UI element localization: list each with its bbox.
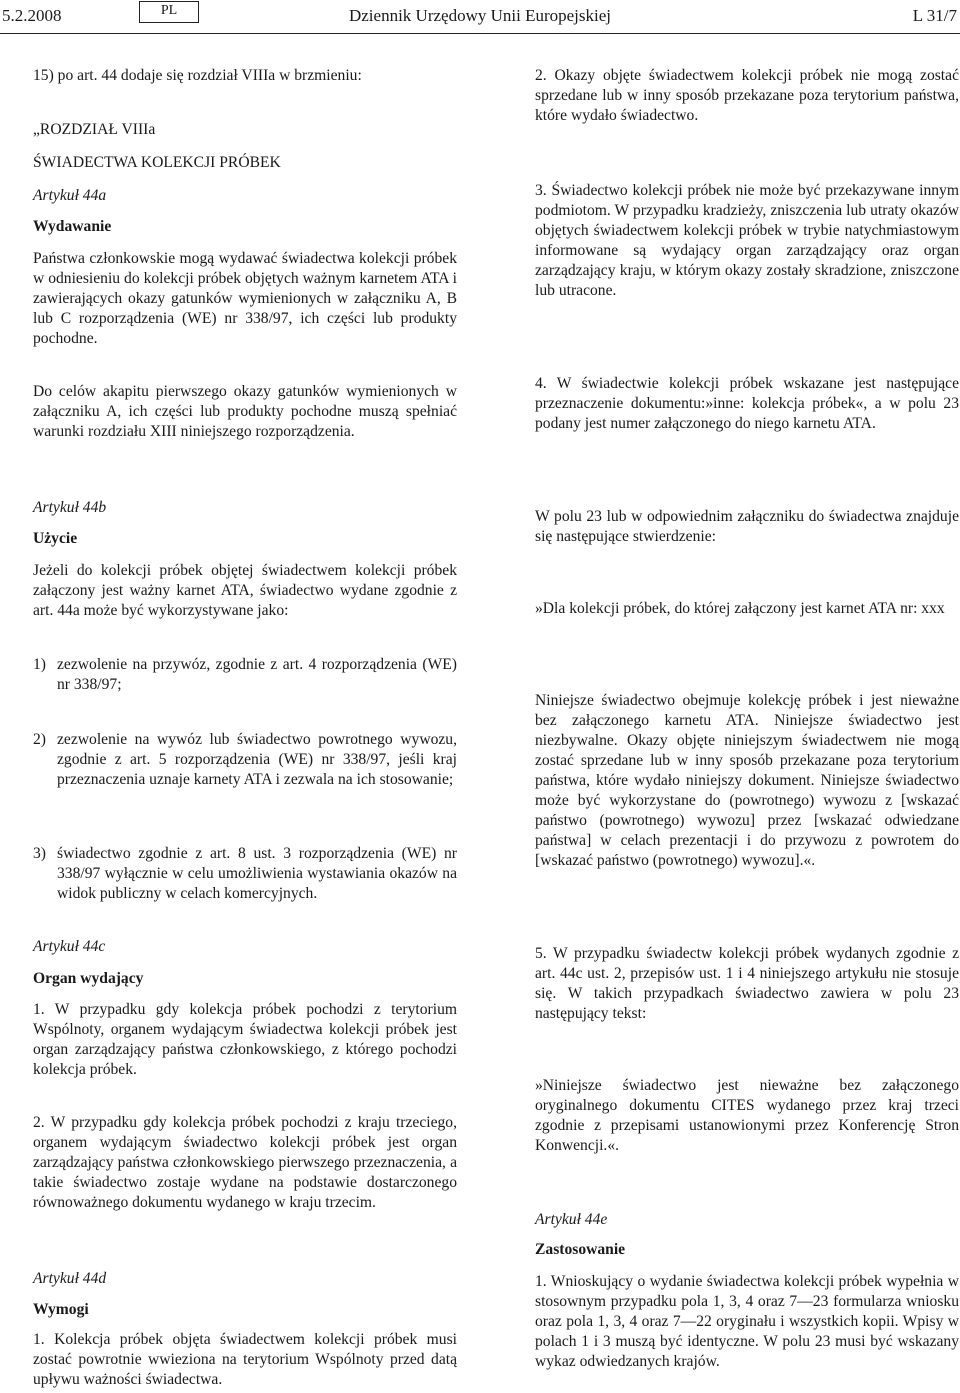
article-44b-paragraph-1: Jeżeli do kolekcji próbek objętej świadectwem kolekcji próbek załączony jest ważny karnet ATA, świadectwo wydane zgodnie z art. 44a może być wykorzystywane jako: — [33, 562, 457, 619]
article-44c-title: Organ wydający — [33, 970, 144, 987]
list-item: 3) świadectwo zgodnie z art. 8 ust. 3 rozporządzenia (WE) nr 338/97 wyłącznie w celu umożliwienia wystawiania okazów na widok publiczny w celach komercyjnych. — [33, 845, 457, 902]
language-badge: PL — [139, 1, 199, 23]
publication-date: 5.2.2008 — [2, 6, 62, 25]
article-44d-paragraph-5: 5. W przypadku świadectw kolekcji próbek wydanych zgodnie z art. 44c ust. 2, przepisów ust. 1 i 4 niniejszego artykułu nie stosuje się. W takich przypadkach świadectwo zawiera w polu 23 następujący tekst: — [535, 945, 959, 1022]
chapter-heading: „ROZDZIAŁ VIIIa — [33, 121, 156, 138]
article-44a-paragraph-1: Państwa członkowskie mogą wydawać świadectwa kolekcji próbek w odniesieniu do kolekcji próbek objętych ważnym karnetem ATA i zawierających okazy gatunków wymienionych w załączniku A, B lub C rozporządzenia (WE) nr 338/97, ich części lub produkty pochodne. — [33, 250, 457, 347]
header-rule — [0, 33, 960, 34]
certificate-statement: Niniejsze świadectwo obejmuje kolekcję próbek i jest nieważne bez załączonego karnetu ATA. Niniejsze świadectwo jest niezbywalne. Okazy objęte niniejszym świadectwem nie mogą zostać sprzedane lub w inny sposób przekazane poza terytorium państwa, które wydało niniejszy dokument. Niniejsze świadectwo może być wykorzystane do (powrotnego) wywozu z [wskazać państwo (powrotnego) wywozu] przez [wskazać odwiedzane państwa] w celach prezentacji i do przywozu z powrotem do [wskazać państwo (powrotnego) wywozu].«. — [535, 692, 959, 869]
article-44d-title: Wymogi — [33, 1301, 89, 1318]
amendment-intro: 15) po art. 44 dodaje się rozdział VIIIa w brzmieniu: — [33, 67, 362, 84]
article-44a-title: Wydawanie — [33, 218, 112, 235]
article-44b-title: Użycie — [33, 530, 78, 547]
article-44e-paragraph-1: 1. Wnioskujący o wydanie świadectwa kolekcji próbek wypełnia w stosownym przypadku pola 1, 3, 4 oraz 7—23 formularza wniosku oraz pola 1, 3, 4 oraz 7—22 oryginału i wszystkich kopii. Wpisy w polach 1 i 3 muszą być identyczne. W polu 23 musi być wskazany wykaz odwiedzanych krajów. — [535, 1273, 959, 1370]
carnet-statement: »Dla kolekcji próbek, do której załączony jest karnet ATA nr: xxx — [535, 600, 945, 617]
chapter-title: ŚWIADECTWA KOLEKCJI PRÓBEK — [33, 154, 281, 171]
article-44d-paragraph-field-23: W polu 23 lub w odpowiednim załączniku do świadectwa znajduje się następujące stwierdzenie: — [535, 508, 959, 545]
article-44e-label: Artykuł 44e — [535, 1211, 608, 1228]
article-44d-paragraph-3: 3. Świadectwo kolekcji próbek nie może być przekazywane innym podmiotom. W przypadku kradzieży, zniszczenia lub utraty okazów objętych świadectwem kolekcji próbek w trybie natychmiastowym informowane są wydający organ zarządzający oraz organ zarządzający kraju, w którym okazy zostały skradzione, zniszczone lub utracone. — [535, 182, 959, 299]
article-44e-title: Zastosowanie — [535, 1241, 626, 1258]
article-44c-paragraph-2: 2. W przypadku gdy kolekcja próbek pochodzi z kraju trzeciego, organem wydającym świadectwo kolekcji próbek jest organ zarządzający państwa członkowskiego pierwszego przeznaczenia, a takie świadectwo zostaje wydane na podstawie dostarczonego równoważnego dokumentu wydanego w kraju trzecim. — [33, 1114, 457, 1211]
article-44d-paragraph-2: 2. Okazy objęte świadectwem kolekcji próbek nie mogą zostać sprzedane lub w inny sposób przekazane poza terytorium państwa, które wydało świadectwo. — [535, 67, 959, 124]
article-44a-label: Artykuł 44a — [33, 187, 107, 204]
article-44d-label: Artykuł 44d — [33, 1270, 107, 1287]
article-44c-label: Artykuł 44c — [33, 938, 106, 955]
journal-title: Dziennik Urzędowy Unii Europejskiej — [348, 6, 611, 25]
article-44b-label: Artykuł 44b — [33, 499, 107, 516]
list-item: 2) zezwolenie na wywóz lub świadectwo powrotnego wywozu, zgodnie z art. 5 rozporządzenia (WE) nr 338/97, jeśli kraj przeznaczenia uznaje karnety ATA i zezwala na ich stosowanie; — [33, 731, 457, 788]
article-44c-paragraph-1: 1. W przypadku gdy kolekcja próbek pochodzi z terytorium Wspólnoty, organem wydającym świadectwa kolekcji próbek jest organ zarządzający państwa członkowskiego, z którego pochodzi kolekcja próbek. — [33, 1001, 457, 1078]
journal-header — [0, 0, 960, 36]
article-44d-paragraph-1: 1. Kolekcja próbek objęta świadectwem kolekcji próbek musi zostać powrotnie wwieziona na terytorium Wspólnoty przed datą upływu ważności świadectwa. — [33, 1331, 457, 1388]
article-44d-paragraph-4: 4. W świadectwie kolekcji próbek wskazane jest następujące przeznaczenie dokumentu:»inne: kolekcja próbek«, a w polu 23 podany jest numer załączonego do niego karnetu ATA. — [535, 375, 959, 432]
page-number: L 31/7 — [912, 6, 957, 25]
article-44a-paragraph-2: Do celów akapitu pierwszego okazy gatunków wymienionych w załączniku A, ich części lub produkty pochodne muszą spełniać warunki rozdziału XIII niniejszego rozporządzenia. — [33, 383, 457, 440]
cites-statement: »Niniejsze świadectwo jest nieważne bez załączonego oryginalnego dokumentu CITES wydanego przez kraj trzeci zgodnie z przepisami ustanowionymi przez Konferencję Stron Konwencji.«. — [535, 1077, 959, 1154]
list-item: 1) zezwolenie na przywóz, zgodnie z art. 4 rozporządzenia (WE) nr 338/97; — [33, 656, 457, 693]
